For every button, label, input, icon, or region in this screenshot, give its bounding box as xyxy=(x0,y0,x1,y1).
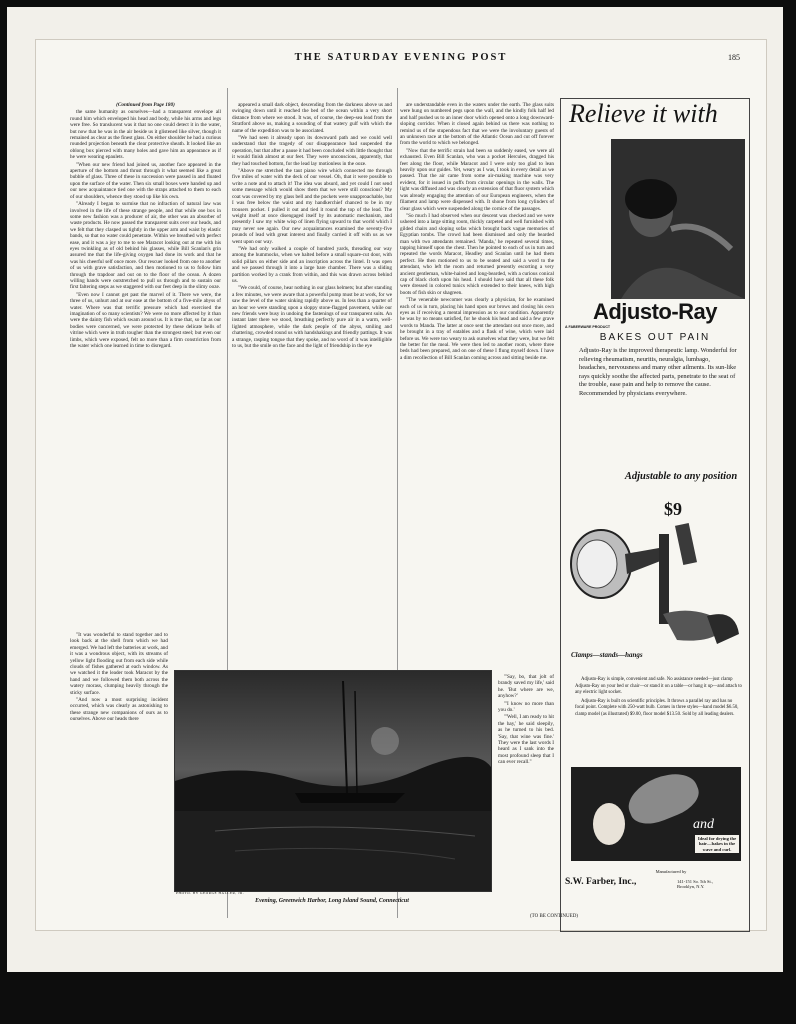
ad-detail-paragraph: Adjusto-Ray is simple, convenient and safe. No assistance needed—just clamp Adjusto-Ray on your bed or chair—or stand it on a table—or hang it up—and attach to any electric light socket. xyxy=(575,677,742,696)
paragraph: "It was wonderful to stand together and to look back at the shell from which we had emerged. We had left the batteries at work, and it was a wondrous object, with its streams of yellow light flooding out from each side while clouds of fishes gathered at each window. As we watched it the leader took Maracot by the hand and we followed them both across the watery morass, clumping heavily through the sticky surface. xyxy=(70,632,168,696)
paragraph: "When our new friend had joined us, another face appeared in the aperture of the bottom and thrust through it what seemed like a great bubble of glass. Three of these in succession were passed in and floated upon the surface of the water. Then six small boxes were handed up and our new acquaintance tied one with the straps attached to them to each of our shoulders, whence they stood up like his own. xyxy=(70,161,221,200)
paragraph: "We could, of course, hear nothing in our glass helmets; but after standing a few minutes, we were aware that a powerful pump must be at work, for we saw the level of the water sinking rapidly above us. In less than a quarter of an hour we were standing upon a sloppy stone-flagged pavement, while our new friends were busy in undoing the fastenings of our transparent suits. An instant later there we stood, breathing perfectly pure air in a warm, well-lighted atmosphere, while the dark people of the abyss, smiling and chattering, crowded round us with handshakings and friendly pattings. It was a strange, rasping tongue that they spoke, and no word of it was intelligible to us, but the smile on the face and the light of friendship in the eye xyxy=(232,285,392,350)
paragraph: appeared a small dark object, descending from the darkness above us and swinging down until it reached the bed of the ocean within a very short distance from where we stood. It was, of course, the deep-sea lead from the Stratford above us, making a sounding of that watery gulf with which the name of the expedition was to be associated. xyxy=(232,102,392,134)
paragraph: "We had seen it already upon its downward path and we could well understand that the tragedy of our disappearance had suspended the operation, but that after a pause it had been concluded with little thought that it would finish almost at our feet. They were unconscious, apparently, that they had touched bottom, for the lead lay motionless in the ooze. xyxy=(232,135,392,167)
article-column-3 xyxy=(400,102,554,668)
magazine-page xyxy=(36,40,766,930)
photo-caption: Evening, Greenwich Harbor, Long Island Sound, Connecticut xyxy=(255,898,409,904)
ad-detail-paragraph: Adjusto-Ray is built on scientific principles. It throws a parallel ray and has no focal point. Complete with 250-watt bulb. Comes in three styles—hand model $6.50, clamp model (as illustrated) $9.00, floor model $13.50. Sold by all leading dealers. xyxy=(575,698,739,717)
ad-address-line: Brooklyn, N.Y. xyxy=(677,884,705,890)
paragraph: "Now that the terrific strain had been so suddenly eased, we were all exhausted. Even Bill Scanlan, who was a pocket Hercules, dragged his feet along the floor, while Maracot and I were only too glad to lean heavily upon our guides. Yet, weary as I was, I took in every detail as we passed. That the air came from some air-making machine was very evident, for it issued in puffs from circular openings in the walls. The light was diffused and was clearly an extension of that fluor system which was already engaging the attention of our European engineers, when the filament and lamp were dispensed with. It shone from long cylinders of clear glass which were suspended along the cornice of the passages. xyxy=(400,147,554,212)
photo-credit: PHOTO. BY GEORGE HALLER, JR. xyxy=(176,891,245,895)
ad-tagline: BAKES OUT PAIN xyxy=(599,332,711,343)
paragraph: "Already I began to surmise that no infraction of natural law was involved in the life of these strange people, and that while one box in some new fashion was a producer of air, the other was an absorber of waste products. He now passed the transparent suits over our heads, and we felt that they clasped us tightly in the upper arm and waist by elastic bands, so that no water could penetrate. Within we breathed with perfect ease, and it was a joy to me to see Maracot looking out at me with his eyes twinkling as of old behind his glasses, while Bill Scanlan's grin assured me that the life-giving oxygen had done its work and that he was his cheerful self once more. Our rescuer looked from one to another of us with grave satisfaction, and then motioned to us to follow him through the trapdoor and out on to the floor of the ocean. A dozen willing hands were outstretched to pull us through and to sustain our first faltering steps as we staggered with our feet deep in the slimy ooze. xyxy=(70,201,221,291)
paragraph: "And now a most surprising incident occurred, which was clearly as astonishing to these strange new companions of ours as to ourselves. Above our heads there xyxy=(70,697,168,723)
ad-price: $9 xyxy=(664,499,682,519)
woman-portrait-icon xyxy=(611,139,745,299)
ad-address-line: 141-151 So. 5th St., xyxy=(677,879,714,884)
ad-maker: S.W. Farber, Inc., xyxy=(565,877,637,887)
article-column-1 xyxy=(70,102,221,668)
paragraph: the same humanity as ourselves—had a transparent envelope all round him which enveloped his head and body, while his arms and legs were free. So translucent was it that no one could detect it in the water, but now that he was in the air beside us it glistened like silver, though it remained as clear as the finest glass. On either shoulder he had a curious rounded projection beneath the clear protective sheath. It looked like an oblong box pierced with many holes and gave him an appearance as if he were wearing epaulets. xyxy=(70,109,221,161)
ad-headline: Relieve it with xyxy=(569,99,718,128)
paragraph: are understandable even in the waters under the earth. The glass suits were hung on numbered pegs upon the wall, and the kindly folk half led and half pushed us to an inner door which opened onto a long downward-sloping corridor. When it closed again behind us there was nothing to remind us of the stupendous fact that we were the involuntary guests of an unknown race at the bottom of the Atlantic Ocean and cut off forever from the world to which we belonged. xyxy=(400,102,554,147)
continued-from: (Continued from Page 180) xyxy=(116,102,175,108)
ad-dryer-note: Ideal for drying the hair—bakes in the wave and curl. xyxy=(695,835,739,853)
ad-clamps: Clamps—stands—hangs xyxy=(571,651,643,659)
paragraph: "The venerable newcomer was clearly a physician, for he examined each of us in turn, placing his hand upon our brows and closing his own eyes as if receiving a mental impression as to our condition. Apparently he was by no means satisfied, for he shook his head and said a few grave words to Manda. The latter at once sent the attendant out once more, and he brought in a tray of eatables and a flask of wine, which were laid before us. We were too weary to ask ourselves what they were, but we felt the better for the meal. We were then led to another room, where three beds had been prepared, and on one of these I flung myself down. I have a dim recollection of Bill Scanlan coming across and sitting beside me. xyxy=(400,297,554,361)
paragraph: "'Say, bo, that jolt of brandy saved my life,' said he. 'But where are we, anyhow?' xyxy=(498,674,554,700)
harbor-scene-image xyxy=(175,671,491,891)
ad-brand: Adjusto-Ray xyxy=(592,299,718,324)
paragraph: "'Well, I am ready to hit the hay,' he said sleepily, as he turned to his bed. 'Say, that wine was fine.' They were the last words I heard as I sank into the most profound sleep that I can ever recall." xyxy=(498,714,554,766)
to-be-continued: (TO BE CONTINUED) xyxy=(530,914,578,919)
ad-adjustable: Adjustable to any position xyxy=(624,471,738,482)
article-column-1-lower xyxy=(70,632,168,922)
paragraph: "'I know no more than you do.' xyxy=(498,700,554,714)
page-header xyxy=(36,52,766,66)
paragraph: "We had only walked a couple of hundred yards, threading our way among the hummocks, when we halted before a small square-cut door, with solid pillars on either side and an inscription across the lintel. It was open and we passed through it into a large bare chamber. There was a sliding partition worked by a crank from within, and this was drawn across behind us. xyxy=(232,245,392,284)
masthead: THE SATURDAY EVENING POST xyxy=(294,52,508,63)
article-column-2 xyxy=(232,102,392,668)
adjusto-ray-advertisement xyxy=(560,98,750,932)
page-number: 185 xyxy=(728,53,740,62)
heat-lamp-icon xyxy=(567,504,743,649)
ad-body: Adjusto-Ray is the improved therapeutic lamp. Wonderful for relieving rheumatism, neuritis, neuralgia, lumbago, headaches, nervousness and many other ailments. Its sun-like rays quickly soothe the affected parts, penetrate to the seat of the trouble, ease pain and help to remove the cause. Recommended by physicians everywhere. xyxy=(579,347,737,397)
lamp-illustration xyxy=(567,504,743,654)
woman-face-icon xyxy=(593,803,625,845)
ad-address xyxy=(677,879,713,890)
hair-dryer-illustration xyxy=(571,767,741,861)
ad-dryer-and: and xyxy=(693,817,714,832)
harbor-photograph xyxy=(174,670,492,892)
ad-brand-subline: A FABERWARE PRODUCT xyxy=(565,325,611,329)
paragraph: "So much I had observed when our descent was checked and we were ushered into a large sitting room, thickly carpeted and well furnished with gilded chairs and sloping sofas which brought back vague memories of Egyptian tombs. The crowd had been dismissed and only the bearded man with two attendants remained. 'Manda,' he repeated several times, tapping himself upon the chest. Then he pointed to each of us in turn and repeated the words Maracot, Headley and Scanlan until he had them perfect. He then motioned to us to be seated and said a word to the attendant, who left the room and returned presently escorting a very ancient gentleman, white-haired and long-bearded, with a curious conical cap of black cloth upon his head. I should have said that all these folk were dressed in colored tunics which extended to their knees, with high boots of fish skin or shagreen. xyxy=(400,212,554,296)
paragraph: "Above me stretched the taut piano wire which connected me through five miles of water with the deck of our vessel. Oh, that it were possible to write a note and to attach it! The idea was absurd, and yet could I not send some message which would show them that we were still conscious? My coat was covered by my glass bell and the pockets were unapproachable, but I was free below the waist and my handkerchief chanced to be in my trousers pocket. I pulled it out and tied it round the top of the lead. The weight itself at once disengaged itself by its automatic mechanism, and presently I saw my white wisp of linen flying upward to that world which I may never see again. Our new acquaintances examined the seventy-five pounds of lead with great interest and finally carried it off with us as we went upon our way. xyxy=(232,168,392,245)
paragraph: "Even now I cannot get past the marvel of it. There we were, the three of us, unhurt and at our ease at the bottom of a five-mile abyss of water. Where was that terrific pressure which had exercised the imagination of so many scientists? We were no more affected by it than were the dainty fish which swam around us. It is true that, so far as our bodies were concerned, we were protected by these delicate bells of vitrine which were in truth tougher than the strongest steel; but even our limbs, which were exposed, felt no more than a firm constriction from the water which one learned in time to disregard. xyxy=(70,291,221,350)
dryer-hood-icon xyxy=(622,765,704,831)
ad-manufactured-by: Manufactured by xyxy=(655,869,687,874)
article-column-3-lower xyxy=(498,674,554,914)
ad-details xyxy=(575,677,743,721)
woman-illustration xyxy=(611,139,745,299)
